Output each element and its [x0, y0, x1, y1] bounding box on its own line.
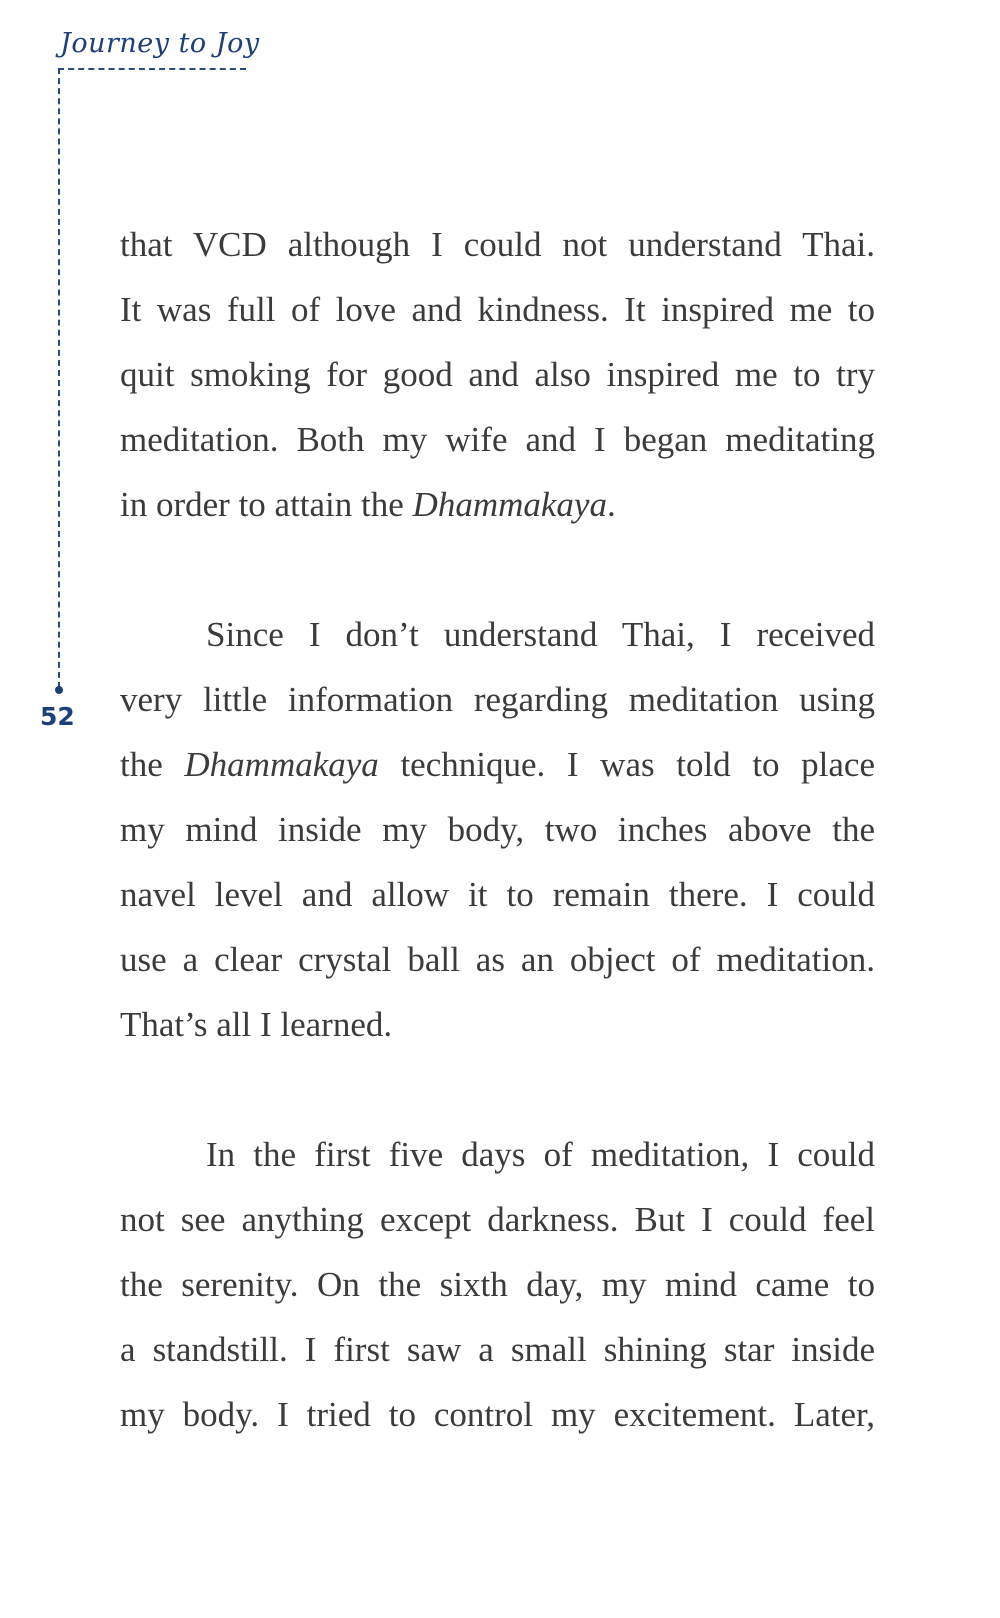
text-line: my mind inside my body, two inches above the	[120, 810, 875, 849]
text-line: meditation. Both my wife and I began meditating	[120, 420, 875, 459]
text-line: the serenity. On the sixth day, my mind came to	[120, 1265, 875, 1304]
body-text	[120, 212, 875, 1447]
paragraph-2	[120, 602, 875, 1057]
text-line: not see anything except darkness. But I could feel	[120, 1200, 875, 1239]
margin-dashed-rule	[58, 68, 60, 688]
margin-rule-dot	[55, 686, 63, 694]
text-line: navel level and allow it to remain there. I could	[120, 875, 875, 914]
text-span: technique. I was told to place	[378, 745, 876, 784]
text-line: It was full of love and kindness. It inspired me to	[120, 290, 875, 329]
paragraph-3	[120, 1122, 875, 1447]
text-line: my body. I tried to control my excitement. Later,	[120, 1395, 875, 1434]
text-line	[120, 472, 875, 537]
page-number: 52	[40, 702, 75, 731]
text-span: in order to attain the	[120, 485, 413, 524]
text-line: That’s all I learned.	[120, 1005, 393, 1044]
text-line: that VCD although I could not understand Thai.	[120, 225, 875, 264]
text-line: quit smoking for good and also inspired me to try	[120, 355, 875, 394]
italic-term: Dhammakaya	[184, 745, 379, 784]
running-title: Journey to Joy	[60, 28, 260, 59]
text-span: .	[606, 485, 616, 524]
text-line: very little information regarding meditation using	[120, 680, 875, 719]
paragraph-1	[120, 212, 875, 537]
text-line	[120, 732, 875, 797]
text-line: use a clear crystal ball as an object of meditation.	[120, 940, 875, 979]
text-line: Since I don’t understand Thai, I received	[206, 615, 875, 654]
text-line: a standstill. I first saw a small shining star inside	[120, 1330, 875, 1369]
text-span: the	[120, 745, 185, 784]
italic-term: Dhammakaya	[412, 485, 607, 524]
header-dashed-rule	[58, 68, 246, 70]
text-line: In the first five days of meditation, I could	[206, 1135, 875, 1174]
